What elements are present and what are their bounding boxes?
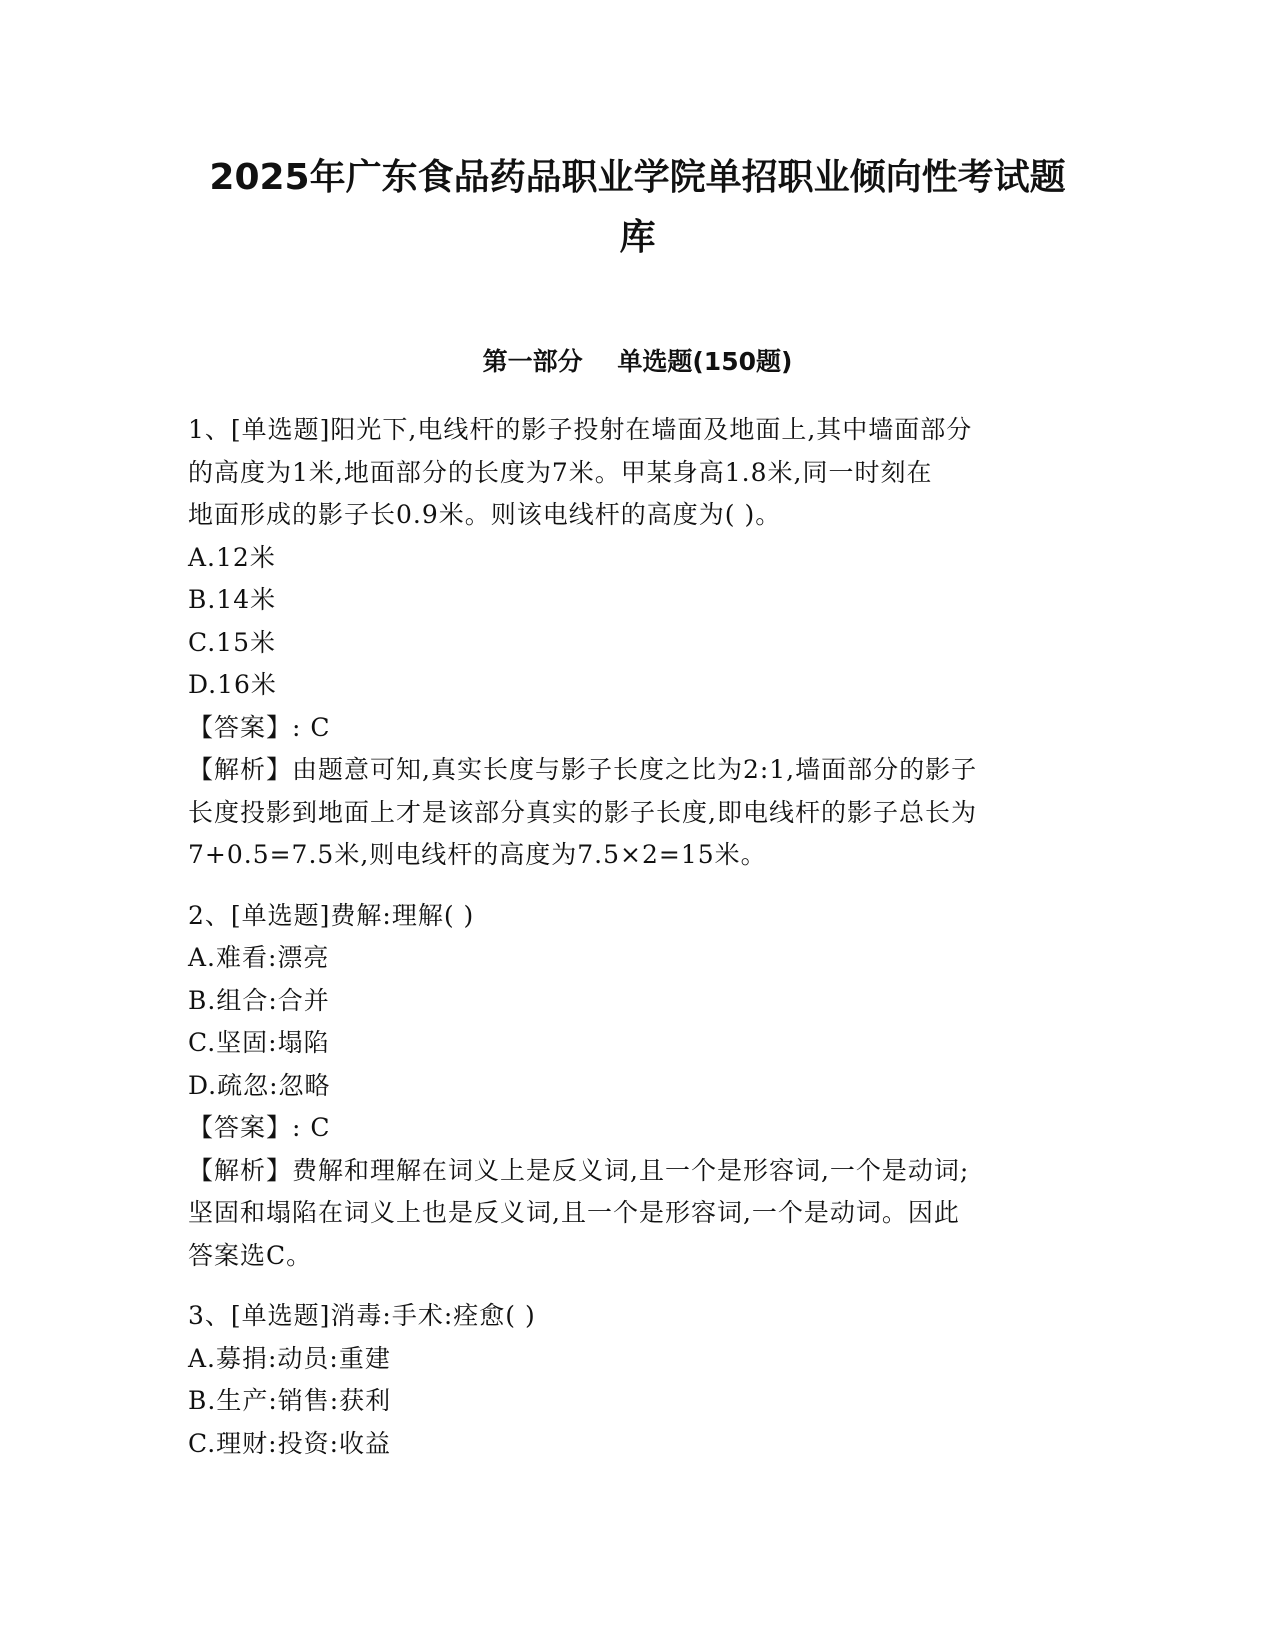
section-title: 第一部分 单选题(150题) [482,347,793,376]
question-2 [188,895,1088,1278]
option-c: C.坚固:塌陷 [188,1028,330,1057]
option-c: C.理财:投资:收益 [188,1428,392,1458]
document-title-line-2: 库 [619,217,656,258]
option-b: B.组合:合并 [188,985,330,1015]
option-b: B.生产:销售:获利 [188,1386,392,1415]
analysis-line: 长度投影到地面上才是该部分真实的影子长度,即电线杆的影子总长为 [188,797,977,827]
answer-line: 【答案】: C [188,1113,331,1142]
question-stem-line: 地面形成的影子长0.9米。则该电线杆的高度为( )。 [188,500,782,529]
analysis-line: 答案选C。 [188,1240,313,1270]
option-a: A.募捐:动员:重建 [188,1343,391,1373]
option-d: D.16米 [188,670,277,699]
question-3 [188,1295,1088,1465]
option-d: D.疏忽:忽略 [188,1070,331,1100]
question-list [188,409,1088,1483]
option-b: B.14米 [188,585,277,614]
question-stem-line: 3、[单选题]消毒:手术:痊愈( ) [188,1301,536,1330]
document-title-line-1: 2025年广东食品药品职业学院单招职业倾向性考试题 [209,157,1066,198]
analysis-line: 【解析】费解和理解在词义上是反义词,且一个是形容词,一个是动词; [188,1155,970,1185]
option-c: C.15米 [188,627,276,657]
option-a: A.12米 [188,542,276,572]
question-stem-line: 1、[单选题]阳光下,电线杆的影子投射在墙面及地面上,其中墙面部分 [188,415,973,444]
question-stem-line: 2、[单选题]费解:理解( ) [188,900,475,930]
question-stem-line: 的高度为1米,地面部分的长度为7米。甲某身高1.8米,同一时刻在 [188,457,933,487]
analysis-line: 7+0.5=7.5米,则电线杆的高度为7.5×2=15米。 [188,840,767,869]
question-1 [188,409,1088,877]
option-a: A.难看:漂亮 [188,943,330,972]
analysis-line: 【解析】由题意可知,真实长度与影子长度之比为2:1,墙面部分的影子 [188,755,978,784]
document-title [150,148,1125,268]
analysis-line: 坚固和塌陷在词义上也是反义词,且一个是形容词,一个是动词。因此 [188,1198,960,1227]
answer-line: 【答案】: C [188,712,331,742]
